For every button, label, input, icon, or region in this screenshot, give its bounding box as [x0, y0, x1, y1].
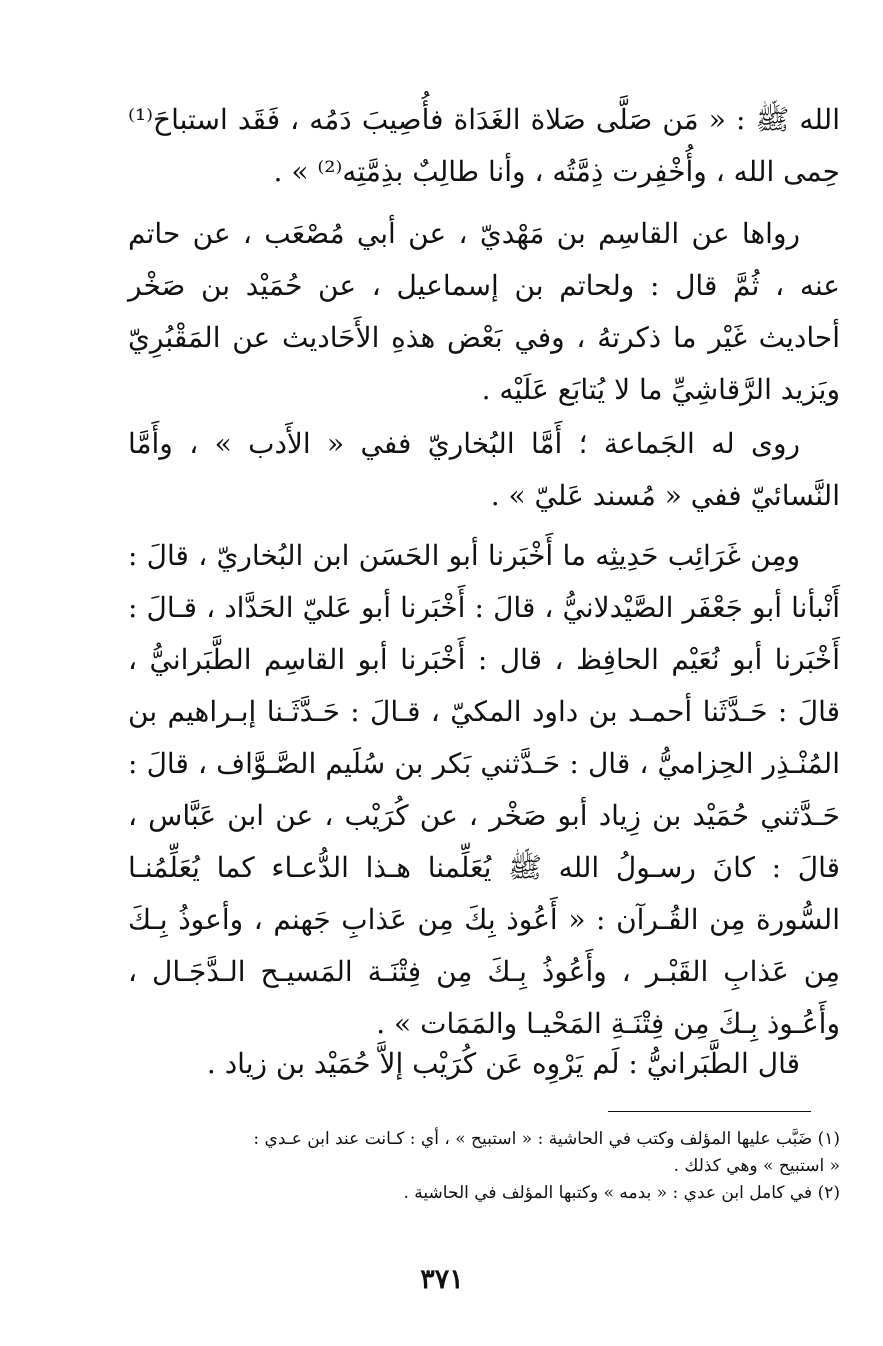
paragraph-hadith-continuation — [128, 94, 840, 198]
paragraph-text: روى له الجَماعة ؛ أَمَّا البُخاريّ ففي « الأَدب » ، وأَمَّا النَّسائيّ ففي « مُسند عَليّ » . — [128, 427, 840, 512]
footnote-divider — [608, 1111, 811, 1112]
footnotes — [132, 1126, 840, 1207]
paragraph-text: الله ﷺ : « مَن صَلَّى صَلاة الغَدَاة فأُصِيبَ دَمُه ، فَقَد استباحَ⁽¹⁾ حِمى الله ، وأُخْفِرت ذِمَّتُه ، وأنا طالِبٌ بذِمَّتِه⁽²⁾ » . — [128, 103, 840, 188]
paragraph-narration — [128, 208, 840, 416]
paragraph-text: رواها عن القاسِم بن مَهْديّ ، عن أبي مُصْعَب ، عن حاتم عنه ، ثُمَّ قال : ولحاتم بن إسماعيل ، عن حُمَيْد بن صَخْر أحاديث غَيْر ما ذكرتهُ ، وفي بَعْض هذهِ الأَحَاديث عن المَقْبُرِيّ ويَزيد الرَّقاشِيِّ ما لا يُتابَع عَلَيْه . — [128, 217, 840, 406]
footnote-1-line-2: « استبيح » وهي كذلك . — [673, 1156, 840, 1176]
paragraph-text: قال الطَّبَرانيُّ : لَم يَرْوِه عَن كُرَيْب إلاَّ حُمَيْد بن زياد . — [206, 1047, 800, 1080]
page-number: ٣٧١ — [420, 1264, 464, 1295]
footnote-1-line-1: (١) ضَبَّب عليها المؤلف وكتب في الحاشية : « استبيح » ، أي : كـانت عند ابن عـدي : — [253, 1129, 840, 1149]
paragraph-tabarani — [128, 1038, 840, 1090]
paragraph-jamaa — [128, 418, 840, 522]
footnote-2: (٢) في كامل ابن عدي : « بدمه » وكتبها المؤلف في الحاشية . — [403, 1183, 840, 1203]
paragraph-gharaib — [128, 530, 840, 1050]
paragraph-text: ومِن غَرَائِب حَدِيثِه ما أَخْبَرنا أبو الحَسَن ابن البُخاريّ ، قالَ : أَنْبأنا أبو جَعْفَر الصَّيْدلانيُّ ، قالَ : أَخْبَرنا أبو عَليّ الحَدَّاد ، قـالَ : أَخْبَرنا أبو نُعَيْم الحافِظ ، قال : أَخْبَرنا أبو القاسِم الطَّبَرانيُّ ، قالَ : حَـدَّثَنا أحمـد بن داود المكيّ ، قـالَ : حَـدَّثَـنا إبـراهيم بن المُنْـذِر الحِزاميُّ ، قال : حَـدَّثني بَكر بن سُلَيم الصَّـوَّاف ، قالَ : حَـدَّثني حُمَيْد بن زِياد أبو صَخْر ، عن كُرَيْب ، عن ابن عَبَّاس ، قالَ : كانَ رسـولُ الله ﷺ يُعَلِّمنا هـذا الدُّعـاء كما يُعَلِّمُنـا السُّورة مِن القُـرآن : « أَعُوذ بِكَ مِن عَذابِ جَهنم ، وأعوذُ بِـكَ مِن عَذابِ القَبْـر ، وأَعُوذُ بِـكَ مِن فِتْنَـة المَسيـح الـدَّجَـال ، وأَعُـوذ بِـكَ مِن فِتْنَـةِ المَحْيـا والمَمَات » . — [128, 539, 840, 1040]
